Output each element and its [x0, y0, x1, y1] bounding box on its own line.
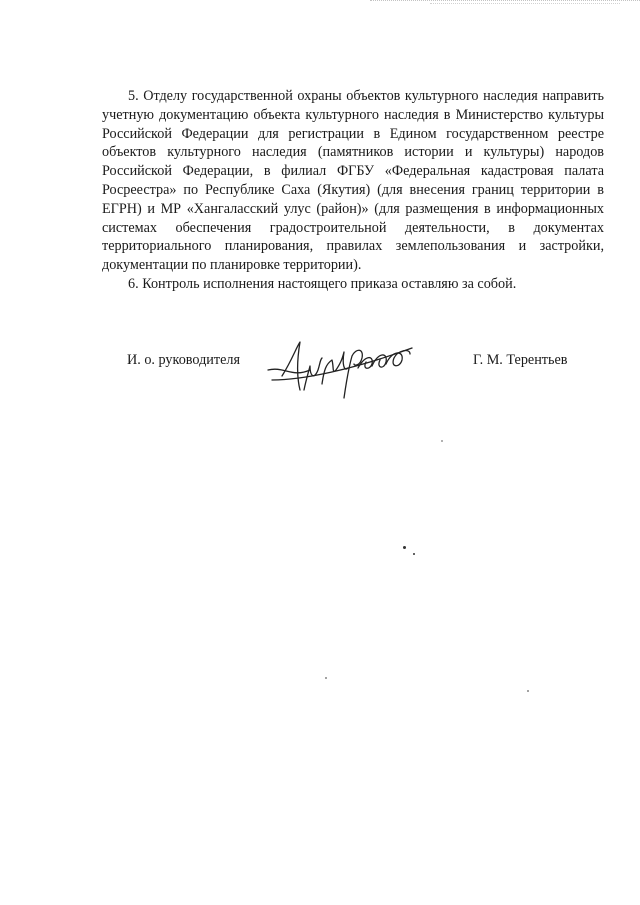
scan-edge-artifact: [430, 3, 620, 12]
scan-speck: [441, 440, 443, 442]
document-body: [102, 87, 604, 294]
signature-block: [0, 340, 640, 410]
scan-speck: [325, 677, 327, 679]
handwritten-signature: [262, 340, 417, 402]
scan-speck: [403, 546, 406, 549]
signer-name: Г. М. Терентьев: [473, 352, 568, 368]
signer-role: И. о. руководителя: [127, 352, 240, 368]
paragraph-item-5: 5. Отделу государственной охраны объектов культурного наследия направить учетную документацию объекта культурного наследия в Министерство культуры Российской Федерации для регистрации в Едином государственном реестре объектов культурного наследия (памятников истории и культуры) народов Российской Федерации, в филиал ФГБУ «Федеральная кадастровая палата Росреестра» по Республике Саха (Якутия) (для внесения границ территории в ЕГРН) и МР «Хангаласский улус (район)» (для размещения в информационных системах обеспечения градостроительной деятельности, в документах территориального планирования, правилах землепользования и застройки, документации по планировке территории).: [102, 88, 604, 274]
paragraph-item-6: 6. Контроль исполнения настоящего приказа оставляю за собой.: [128, 275, 517, 292]
scan-speck: [527, 690, 529, 692]
scan-speck: [413, 553, 415, 555]
